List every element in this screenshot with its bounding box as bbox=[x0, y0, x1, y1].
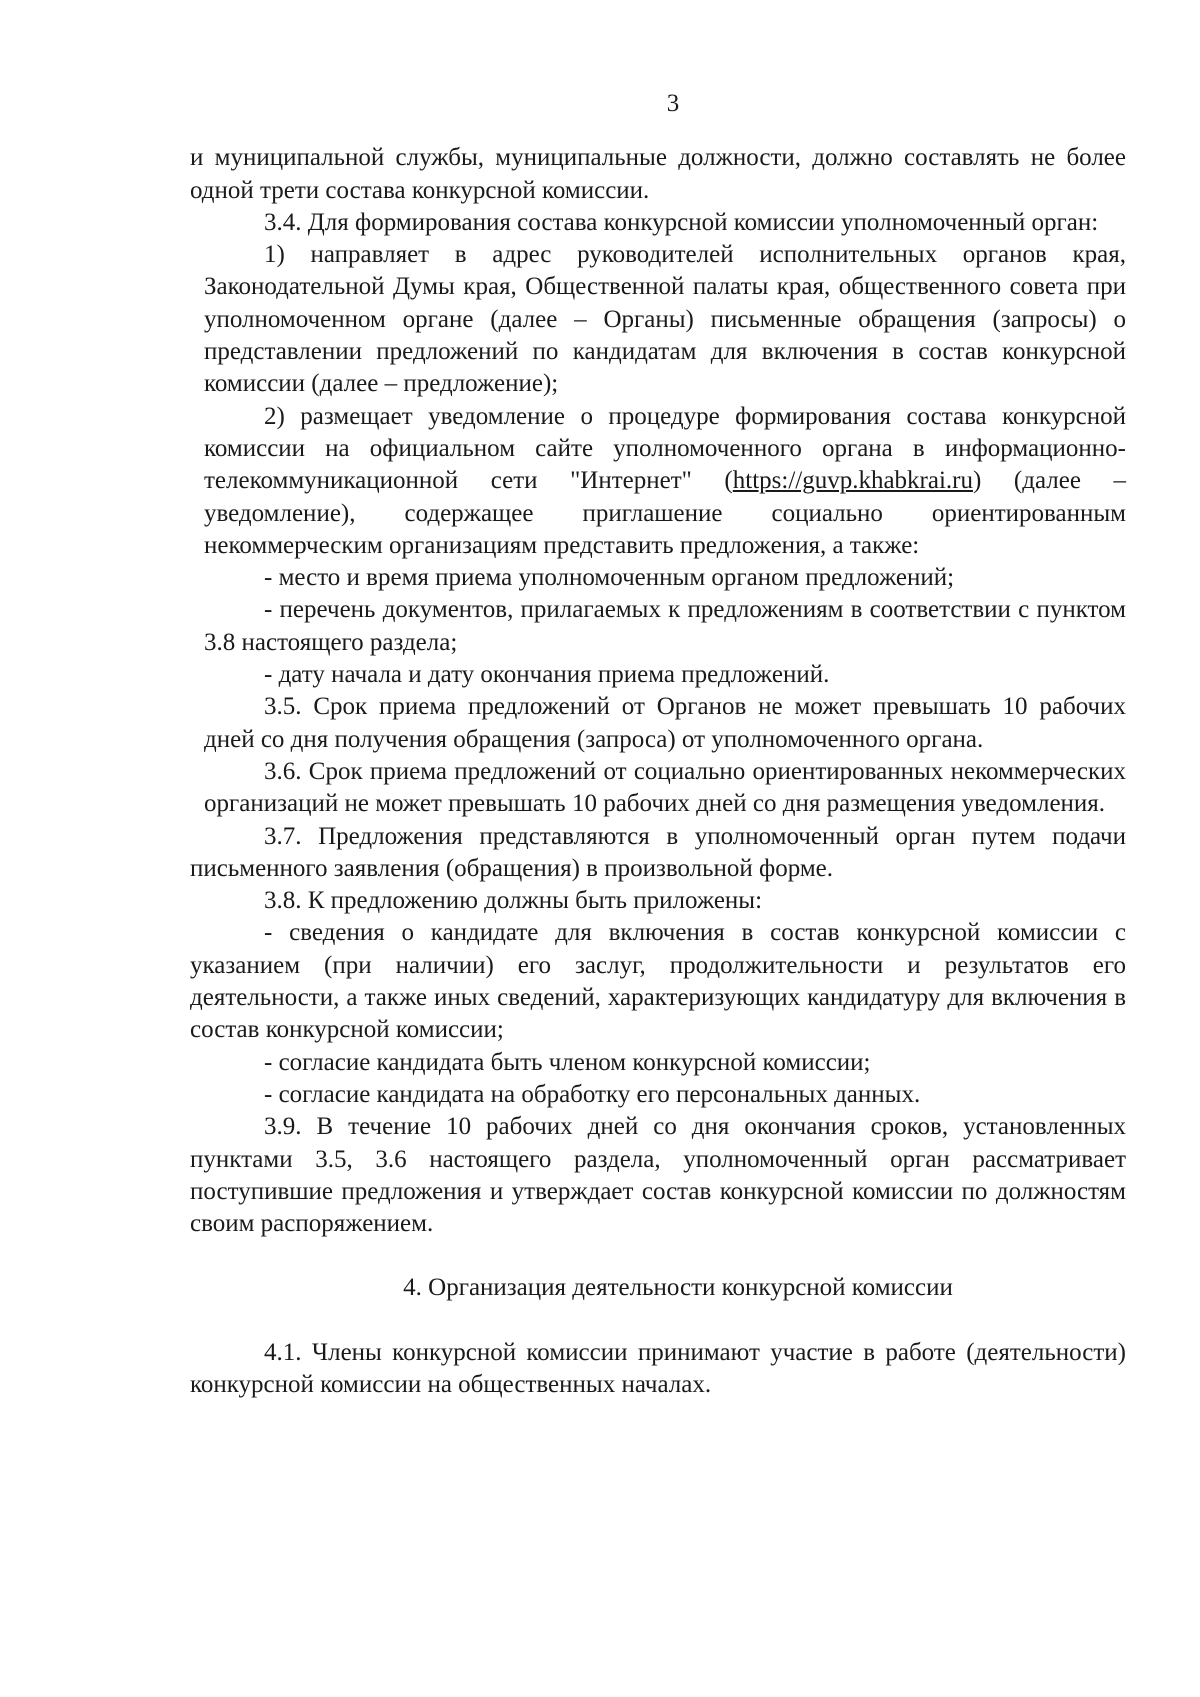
bullet-place-time: - место и время приема уполномоченным органом предложений; bbox=[264, 564, 955, 592]
list-item-2 bbox=[190, 401, 1126, 562]
paragraph-3-5: 3.5. Срок приема предложений от Органов не может превышать 10 рабочих дней со дня получения обращения (запроса) от уполномоченного органа. bbox=[204, 693, 1126, 753]
list-item-2-text-b: ) (далее – уведомление), содержащее приглашение социально ориентированным некоммерческим организациям представить предложения, а также: bbox=[204, 467, 1126, 559]
list-item-2-text-a: 2) размещает уведомление о процедуре формирования состава конкурсной комиссии на официальном сайте уполномоченного органа в информационно-телекоммуникационной сети "Интернет" ( bbox=[204, 402, 1126, 495]
bullet-consent-data: - согласие кандидата на обработку его персональных данных. bbox=[264, 1080, 921, 1108]
paragraph-3-9: 3.9. В течение 10 рабочих дней со дня окончания сроков, установленных пунктами 3.5, 3.6 настоящего раздела, уполномоченный орган рассматривает поступившие предложения и утверждает состав конкурсной комиссии по должностям своим распоряжением. bbox=[190, 1113, 1126, 1238]
website-link[interactable]: https://guvp.khabkrai.ru bbox=[732, 467, 973, 495]
page-number: 3 bbox=[666, 90, 680, 117]
paragraph-3-7: 3.7. Предложения представляются в уполномоченный орган путем подачи письменного заявления (обращения) в произвольной форме. bbox=[190, 822, 1126, 882]
section-heading-4: 4. Организация деятельности конкурсной комиссии bbox=[403, 1274, 953, 1302]
paragraph-continuation: и муниципальной службы, муниципальные должности, должно составлять не более одной трети состава конкурсной комиссии. bbox=[190, 144, 1126, 204]
paragraph-4-1: 4.1. Члены конкурсной комиссии принимают участие в работе (деятельности) конкурсной комиссии на общественных началах. bbox=[190, 1338, 1126, 1398]
bullet-dates: - дату начала и дату окончания приема предложений. bbox=[264, 661, 830, 689]
bullet-consent-member: - согласие кандидата быть членом конкурсной комиссии; bbox=[264, 1048, 871, 1076]
paragraph-3-8: 3.8. К предложению должны быть приложены: bbox=[264, 887, 763, 915]
bullet-documents-list: - перечень документов, прилагаемых к предложениям в соответствии с пунктом 3.8 настоящего раздела; bbox=[204, 596, 1126, 656]
paragraph-3-6: 3.6. Срок приема предложений от социально ориентированных некоммерческих организаций не может превышать 10 рабочих дней со дня размещения уведомления. bbox=[204, 757, 1126, 818]
document-page bbox=[190, 88, 1126, 1401]
paragraph-3-4: 3.4. Для формирования состава конкурсной комиссии уполномоченный орган: bbox=[264, 208, 1099, 236]
bullet-candidate-info: - сведения о кандидате для включения в состав конкурсной комиссии с указанием (при наличии) его заслуг, продолжительности и результатов его деятельности, а также иных сведений, характеризующих кандидатуру для включения в состав конкурсной комиссии; bbox=[190, 919, 1126, 1044]
list-item-1: 1) направляет в адрес руководителей исполнительных органов края, Законодательной Думы края, Общественной палаты края, общественного совета при уполномоченном органе (далее – Органы) письменные обращения (запросы) о представлении предложений по кандидатам для включения в состав конкурсной комиссии (далее – предложение); bbox=[204, 241, 1126, 398]
